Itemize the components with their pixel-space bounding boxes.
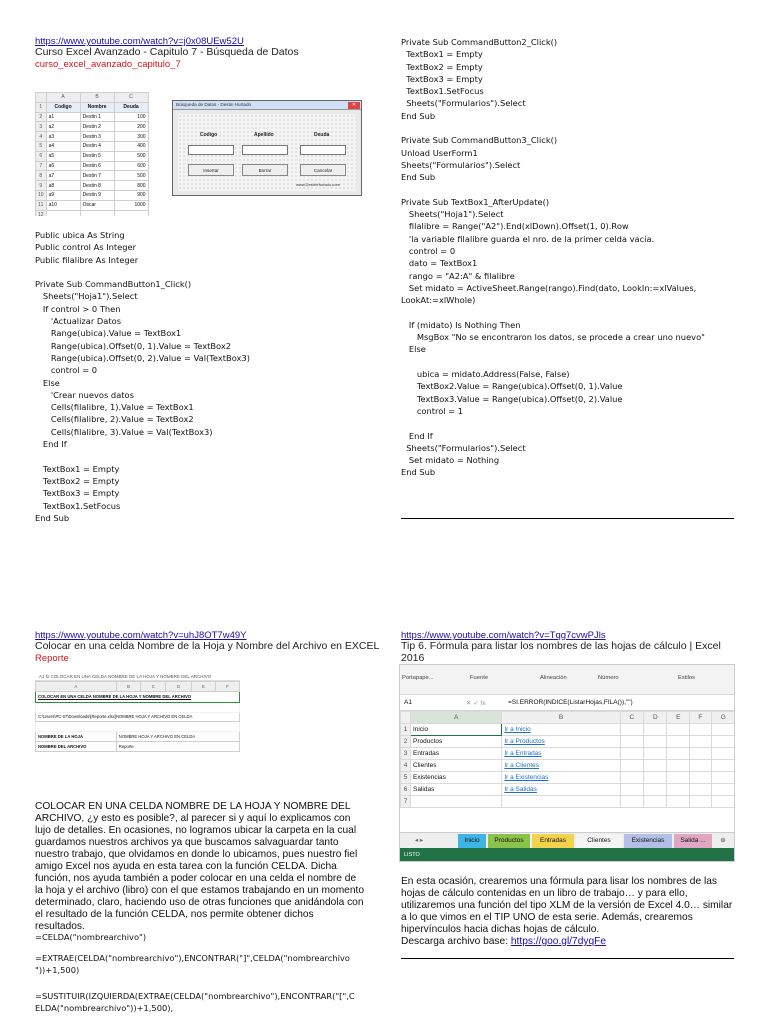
table-header-cell: Codigo <box>46 102 80 112</box>
col-header: D <box>644 712 667 724</box>
label-codigo: Codigo <box>200 132 218 138</box>
tab-salidas[interactable]: Salida ... <box>674 834 712 848</box>
table-row <box>36 171 149 181</box>
table-row <box>401 784 736 796</box>
table-cell: a5 <box>46 151 80 161</box>
divider <box>401 518 734 519</box>
col-header: A <box>46 93 80 103</box>
table-cell: Oscar <box>80 200 114 210</box>
row-header: 4 <box>36 132 47 142</box>
table-row <box>36 161 149 171</box>
table-cell: 400 <box>114 141 148 151</box>
article-subtitle: Reporte <box>35 652 69 664</box>
spreadsheet-image-datos <box>35 92 155 216</box>
row-header: 3 <box>401 748 411 760</box>
table-cell: a1 <box>46 112 80 122</box>
table-cell: 300 <box>114 132 148 142</box>
article-title: Colocar en una celda Nombre de la Hoja y Nombre del Archivo en EXCEL <box>35 640 380 652</box>
table-cell: 500 <box>114 171 148 181</box>
download-label: Descarga archivo base: <box>401 936 509 947</box>
table-row <box>36 132 149 142</box>
formula-text[interactable]: =SI.ERROR(INDICE(ListarHojas,FILA()),"") <box>508 699 633 706</box>
table-cell: 100 <box>114 112 148 122</box>
col-header: G <box>711 712 735 724</box>
status-bar: LISTO <box>400 848 734 862</box>
table-row <box>401 772 736 784</box>
table-cell: Destin 3 <box>80 132 114 142</box>
label-nombre-archivo: NOMBRE DEL ARCHIVO <box>36 741 117 751</box>
vba-code-continued: Private Sub CommandButton2_Click() TextBox1 = Empty TextBox2 = Empty TextBox3 = Empty TextBox1.SetFocus Sheets("Formularios").Select End Sub Private Sub CommandButton3_Click() Unload UserForm1 Sheets("Formularios").Select End Sub Private Sub TextBox1_AfterUpdate() Sheets("Hoja1").Select filalibre = Range("A2").End(xlDown).Offset(1, 0).Row 'la variable filalibre guarda el nro. de la primer celda vacía. control = 0 dato = TextBox1 rango = "A2:A" & filalibre Set midato = ActiveSheet.Range(rango).Find(dato, LookIn:=xlValues, LookAt:=xlWhole) If (midato) Is Nothing Then MsgBox "No se encontraron los datos, se procede a crear uno nuevo" Else ubica = midato.Address(False, False) TextBox2.Value = Range(ubica).Offset(0, 1).Value TextBox3.Value = Range(ubica).Offset(0, 2).Value control = 1 End If Sheets("Formularios").Select Set midato = Nothing End Sub <box>401 37 705 478</box>
table-cell: 200 <box>114 122 148 132</box>
table-cell: Destin 5 <box>80 151 114 161</box>
col-header: C <box>620 712 643 724</box>
tab-existencias[interactable]: Existencias <box>624 834 672 848</box>
youtube-link-nombre-hoja[interactable]: https://www.youtube.com/watch?v=uhJ8OT7w49Y <box>35 630 247 641</box>
table-row <box>401 736 736 748</box>
col-header: B <box>116 682 140 692</box>
row-header: 5 <box>401 772 411 784</box>
sheet-name-cell[interactable]: Clientes <box>411 760 502 772</box>
spreadsheet-image-celda <box>35 672 240 772</box>
table-row <box>401 796 736 808</box>
textbox-codigo[interactable] <box>188 145 234 155</box>
table-cell: Destin 1 <box>80 112 114 122</box>
value-nombre-hoja: NOMBRE HOJA Y ARCHIVO EN CELDA <box>116 732 239 742</box>
table-row <box>36 141 149 151</box>
data-table: A B C 1 Codigo Nombre Deuda 2 a1 Destin 1 100 3 a2 Destin 2 200 4 a3 Destin 3 300 5 a4 Destin 4 400 6 a5 Destin 5 500 7 a6 Destin 6 600 8 a7 Destin 7 500 9 a8 Destin 8 800 10 a9 Destin 9 900 11 a10 Oscar 1000 12 <box>35 92 149 216</box>
borrar-button[interactable]: Borrar <box>242 164 288 176</box>
table-cell: a10 <box>46 200 80 210</box>
youtube-link-capitulo-7[interactable]: https://www.youtube.com/watch?v=j0x08UEw52U <box>35 36 244 47</box>
sheet-name-cell[interactable]: Salidas <box>411 784 502 796</box>
row-header: 10 <box>36 190 47 200</box>
excel-screenshot <box>399 664 735 862</box>
row-header: 9 <box>36 181 47 191</box>
article-subtitle: curso_excel_avanzado_capitulo_7 <box>35 58 181 70</box>
row-header: 1 <box>401 724 411 736</box>
article-paragraph <box>401 876 736 948</box>
formula-sustituir: =SUSTITUIR(IZQUIERDA(EXTRAE(CELDA("nombrearchivo"),ENCONTRAR("[",C ELDA("nombrearchivo"))+1,500), <box>35 991 355 1013</box>
sheet-name-cell[interactable]: Entradas <box>411 748 502 760</box>
value-nombre-archivo: Reporte <box>116 741 239 751</box>
article-nombre-hoja <box>35 630 380 664</box>
ribbon-group: Número <box>598 675 619 681</box>
sheet-grid <box>400 711 735 808</box>
article-paragraph: COLOCAR EN UNA CELDA NOMBRE DE LA HOJA Y NOMBRE DEL ARCHIVO, ¿y esto es posible?, al parecer si y aquí lo explicamos con lujo de detalles. En ocasiones, no logramos ubicar la carpeta en la cual guardamos nuestros archivos ya que buscamos salvaguardar tanto nuestro trabajo, que olvidamos en donde lo ubicamos, pues nuestro fiel amigo Excel nos ayuda en esta tarea con la función CELDA. Dicha función, nos ayuda también a poder colocar en una celda el nombre de la hoja y el archivo (libro) con el que estamos trabajando en un momento determinado, claro, haciendo uso de otras funciones que anidándola con el resultado de la función CELDA, nos permite obtener dichos resultados. <box>35 801 365 932</box>
sheet-hyperlink[interactable]: Ir a Entradas <box>502 748 620 760</box>
ribbon-group: Estilos <box>678 675 696 681</box>
col-header: E <box>191 682 215 692</box>
row-header: 2 <box>401 736 411 748</box>
col-header: E <box>667 712 690 724</box>
col-header: F <box>216 682 240 692</box>
row-header: 11 <box>36 200 47 210</box>
sheet-hyperlink[interactable]: Ir a Inicio <box>502 724 620 736</box>
table-cell: a3 <box>46 132 80 142</box>
userform-body <box>178 114 356 191</box>
row-header: 7 <box>36 161 47 171</box>
sheet-grid <box>35 681 240 752</box>
table-cell: a9 <box>46 190 80 200</box>
table-cell: Destin 6 <box>80 161 114 171</box>
table-cell: a7 <box>46 171 80 181</box>
label-nombre-hoja: NOMBRE DE LA HOJA <box>36 732 117 742</box>
tab-productos[interactable]: Productos <box>488 834 530 848</box>
path-cell: C:\Users\PC-07\Downloads\[Reporte.xlsx]NOMBRE HOJA Y ARCHIVO EN CELDA <box>36 712 240 722</box>
insertar-button[interactable]: Insertar <box>188 164 234 176</box>
row-header: 6 <box>36 151 47 161</box>
col-header <box>36 93 47 103</box>
cancelar-button[interactable]: Cancelar <box>300 164 346 176</box>
sheet-name-cell[interactable]: Productos <box>411 736 502 748</box>
row-header: 2 <box>36 112 47 122</box>
table-cell: 500 <box>114 151 148 161</box>
table-row <box>401 760 736 772</box>
table-row <box>36 190 149 200</box>
table-row <box>36 151 149 161</box>
table-row <box>401 724 736 736</box>
table-row <box>401 748 736 760</box>
table-row <box>36 200 149 210</box>
table-row <box>36 181 149 191</box>
close-icon: ✕ <box>348 102 360 109</box>
table-cell: 900 <box>114 190 148 200</box>
col-header: F <box>690 712 712 724</box>
table-cell: Destin 4 <box>80 141 114 151</box>
fx-icon: ✕ ✓ fx <box>466 700 486 707</box>
sheet-tabs <box>400 832 734 848</box>
table-header-cell: Deuda <box>114 102 148 112</box>
sheet-hyperlink[interactable] <box>502 796 620 808</box>
article-excel-busqueda <box>35 36 380 70</box>
download-link[interactable]: https://goo.gl/7dyqFe <box>510 936 607 947</box>
col-header: B <box>80 93 114 103</box>
row-header: 8 <box>36 171 47 181</box>
label-deuda: Deuda <box>314 132 330 138</box>
col-header: C <box>141 682 166 692</box>
formula-bar <box>400 695 734 711</box>
form-watermark: www.DestinHurtado.com <box>296 182 340 187</box>
sheet-hyperlink[interactable]: Ir a Productos <box>502 736 620 748</box>
table-cell: 600 <box>114 161 148 171</box>
row-header: 3 <box>36 122 47 132</box>
table-cell: Destin 8 <box>80 181 114 191</box>
col-header: C <box>114 93 148 103</box>
table-cell: 800 <box>114 181 148 191</box>
ribbon <box>400 665 734 695</box>
row-header: 7 <box>401 796 411 808</box>
tab-inicio[interactable]: Inicio <box>458 834 486 848</box>
sheet-name-cell[interactable] <box>411 796 502 808</box>
table-header-cell: Nombre <box>80 102 114 112</box>
sheet-hyperlink[interactable]: Ir a Salidas <box>502 784 620 796</box>
textbox-deuda[interactable] <box>300 145 346 155</box>
vba-code-module: Public ubica As String Public control As Integer Public filalibre As Integer Private Sub CommandButton1_Click() Sheets("Hoja1").Select If control > 0 Then 'Actualizar Datos Range(ubica).Value = TextBox1 Range(ubica).Offset(0, 1).Value = TextBox2 Range(ubica).Offset(0, 2).Value = Val(TextBox3) control = 0 Else 'Crear nuevos datos Cells(filalibre, 1).Value = TextBox1 Cells(filalibre, 2).Value = TextBox2 Cells(filalibre, 3).Value = Val(TextBox3) End If TextBox1 = Empty TextBox2 = Empty TextBox3 = Empty TextBox1.SetFocus End Sub <box>35 230 250 523</box>
table-cell: Destin 9 <box>80 190 114 200</box>
table-cell: a4 <box>46 141 80 151</box>
row-header: 4 <box>401 760 411 772</box>
table-row <box>36 122 149 132</box>
row-header: 1 <box>36 102 47 112</box>
table-cell: a8 <box>46 181 80 191</box>
textbox-apellido[interactable] <box>242 145 288 155</box>
paragraph-text: En esta ocasión, crearemos una fórmula para lisar los nombres de las hojas de cálculo contenidas en un libro de trabajo… y para ello, utilizaremos una función del tipo XLM de la versión de Excel 4.0… similar a lo que vimos en el TIP UNO de esta serie. Además, crearemos hipervínculos hacia dichas hojas de cálculo. <box>401 876 733 935</box>
ribbon-group: Portapape... <box>402 675 434 681</box>
article-title: Tip 6. Fórmula para listar los nombres de las hojas de cálculo | Excel 2016 <box>401 640 721 664</box>
table-cell: a2 <box>46 122 80 132</box>
tab-nav-icon[interactable]: ◂ ▸ <box>414 837 424 844</box>
tab-clientes[interactable]: Clientes <box>576 834 622 848</box>
formula-bar: A1 fx COLOCAR EN UNA CELDA NOMBRE DE LA HOJA Y NOMBRE DEL ARCHIVO <box>35 672 240 681</box>
label-apellido: Apellido <box>254 132 274 138</box>
row-header: 5 <box>36 141 47 151</box>
divider <box>401 958 734 959</box>
tab-entradas[interactable]: Entradas <box>532 834 574 848</box>
userform-image <box>172 100 362 196</box>
userform-title: Búsqueda de Datos - Destin Hurtado <box>173 101 361 110</box>
col-header: B <box>502 712 620 724</box>
sheet-hyperlink[interactable]: Ir a Clientes <box>502 760 620 772</box>
table-row <box>36 112 149 122</box>
col-header: D <box>166 682 191 692</box>
ribbon-group: Fuente <box>470 675 489 681</box>
sheet-hyperlink[interactable]: Ir a Existencias <box>502 772 620 784</box>
row-header: 6 <box>401 784 411 796</box>
formula-celda: =CELDA("nombrearchivo") <box>35 932 147 942</box>
table-cell: Destin 7 <box>80 171 114 181</box>
table-cell: 1000 <box>114 200 148 210</box>
youtube-link-tip-6[interactable]: https://www.youtube.com/watch?v=Tqg7cvwPJls <box>401 630 606 641</box>
cell-reference[interactable]: A1 <box>404 699 412 706</box>
col-header: A <box>411 712 502 724</box>
table-cell: Destin 2 <box>80 122 114 132</box>
sheet-name-cell[interactable]: Inicio <box>411 724 502 736</box>
add-sheet-icon[interactable]: ⊕ <box>720 837 726 844</box>
col-header: A <box>36 682 117 692</box>
formula-extrae: =EXTRAE(CELDA("nombrearchivo"),ENCONTRAR("]",CELDA("nombrearchivo "))+1,500) <box>35 953 350 975</box>
banner-cell: COLOCAR EN UNA CELDA NOMBRE DE LA HOJA Y NOMBRE DEL ARCHIVO <box>36 691 240 702</box>
article-title: Curso Excel Avanzado - Capitulo 7 - Búsqueda de Datos <box>35 46 299 58</box>
sheet-name-cell[interactable]: Existencias <box>411 772 502 784</box>
table-cell: a6 <box>46 161 80 171</box>
ribbon-group: Alineación <box>540 675 567 681</box>
